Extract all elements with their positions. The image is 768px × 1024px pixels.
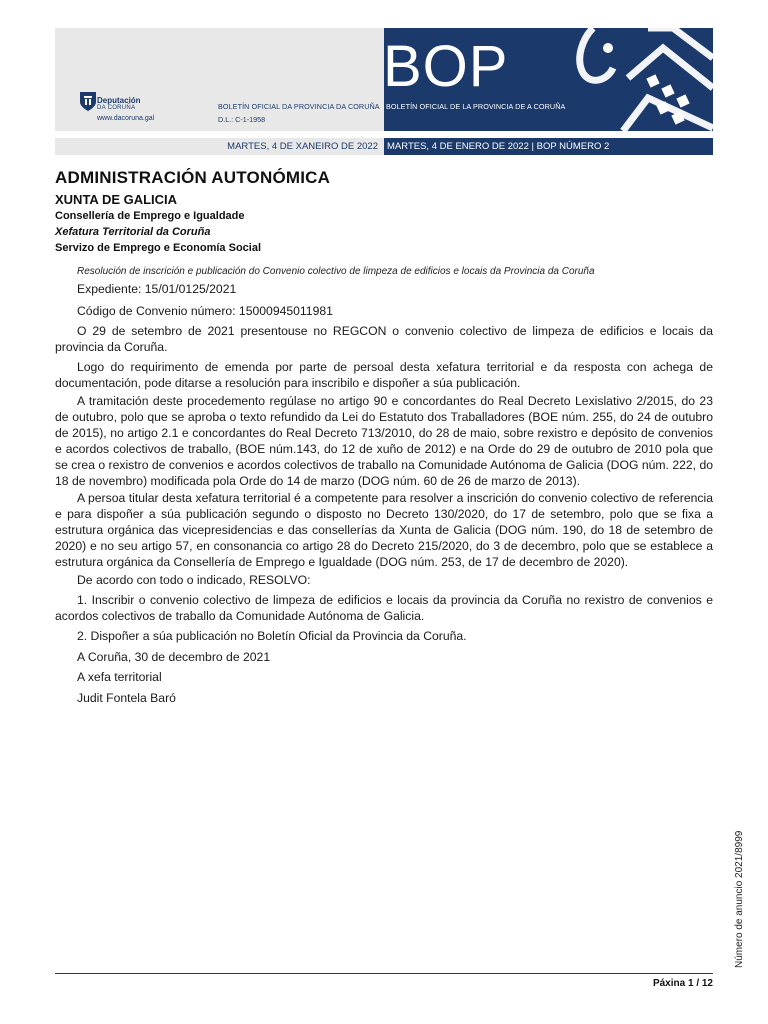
legal-deposit: D.L.: C-1-1958 <box>218 115 266 124</box>
date-bar-galician <box>55 138 384 155</box>
body-paragraph: A persoa titular desta xefatura territorial é a competente para resolver a inscrición do convenio colectivo de referencia e para dispoñer a súa publicación segundo o disposto no Decreto 130/2020, do 17 de setembro, polo que se fixa a estrutura orgánica das vicepresidencias e das consellerías da Xunta de Galicia (DOG núm. 190, do 18 de setembro de 2020) e no seu artigo 57, en consonancia co artigo 28 do Decreto 215/2020, do 3 de decembro, polo que se establece a estrutura orgánica da Consellería de Emprego e Igualdade (DOG núm. 253, de 17 de decembro de 2020). <box>55 491 713 569</box>
section-title: ADMINISTRACIÓN AUTONÓMICA <box>55 168 331 187</box>
province-crest-icon <box>553 28 713 131</box>
file-number: Expediente: 15/01/0125/2021 <box>77 282 237 296</box>
date-galician: MARTES, 4 DE XANEIRO DE 2022 <box>227 141 378 152</box>
org-subtitle: DA CORUÑA <box>97 105 136 111</box>
page-number: Páxina 1 / 12 <box>652 978 713 989</box>
resolve-intro: De acordo con todo o indicado, RESOLVO: <box>77 573 311 587</box>
issue-number: BOP NÚMERO 2 <box>536 141 610 152</box>
bulletin-title-spanish: BOLETÍN OFICIAL DE LA PROVINCIA DE A CORUÑA <box>386 102 566 111</box>
announcement-number: Número de anuncio 2021/8999 <box>734 830 745 968</box>
footer-divider <box>55 973 713 974</box>
deputacion-shield-icon <box>78 90 98 112</box>
body-paragraph: Logo do requirimento de emenda por parte de persoal desta xefatura territorial e da resposta con achega de documentación, pode ditarse a resolución para inscribilo e dispoñer a súa publicación. <box>55 360 713 390</box>
org-level-3: Xefatura Territorial da Coruña <box>55 226 211 238</box>
resolution-title: Resolución de inscrición e publicación do Convenio colectivo de limpeza de edificios e locais da Provincia da Coruña <box>77 266 595 277</box>
signer-name: Judit Fontela Baró <box>77 691 176 705</box>
date-bar-spanish <box>384 138 713 155</box>
org-website-link[interactable]: www.dacoruna.gal <box>97 115 155 122</box>
signer-role: A xefa territorial <box>77 670 162 684</box>
org-name: Deputación <box>97 96 141 105</box>
resolution-item: 2. Dispoñer a súa publicación no Boletín Oficial da Provincia da Coruña. <box>77 629 467 643</box>
org-level-2: Consellería de Emprego e Igualdade <box>55 210 245 222</box>
body-paragraph: A tramitación deste procedemento regúlase no artigo 90 e concordantes do Real Decreto Lexislativo 2/2015, do 23 de outubro, polo que se aproba o texto refundido da Lei do Estatuto dos Traballadores (BOE núm. 255, do 24 de outubro de 2015), no artigo 2.1 e concordantes do Real Decreto 713/2010, do 28 de maio, sobre rexistro e depósito de convenios e acordos colectivos de traballo, (BOE núm.143, do 12 de xuño de 2012) e na Orde do 29 de outubro de 2010 pola que se crea o rexistro de convenios e acordos colectivos de traballo na Comunidade Autónoma de Galicia (DOG núm. 222, do 18 de novembro) modificada pola Orde do 14 de marzo (DOG núm. 60 de 26 de marzo de 2013). <box>55 394 713 488</box>
bulletin-title-galician: BOLETÍN OFICIAL DA PROVINCIA DA CORUÑA <box>218 102 380 111</box>
place-date: A Coruña, 30 de decembro de 2021 <box>77 650 271 664</box>
org-level-1: XUNTA DE GALICIA <box>55 192 178 207</box>
org-level-4: Servizo de Emprego e Economía Social <box>55 242 262 254</box>
body-paragraph: O 29 de setembro de 2021 presentouse no REGCON o convenio colectivo de limpeza de edificios e locais da provincia da Coruña. <box>55 324 713 354</box>
resolution-item: 1. Inscribir o convenio colectivo de limpeza de edificios e locais da provincia da Coruña no rexistro de convenios e acordos colectivos de traballo da Comunidade Autónoma de Galicia. <box>55 593 713 623</box>
bop-masthead: BOP <box>383 34 509 99</box>
date-issue-line <box>387 141 609 152</box>
agreement-code: Código de Convenio número: 15000945011981 <box>77 304 333 318</box>
separator: | <box>531 141 534 152</box>
date-spanish: MARTES, 4 DE ENERO DE 2022 <box>387 141 529 152</box>
